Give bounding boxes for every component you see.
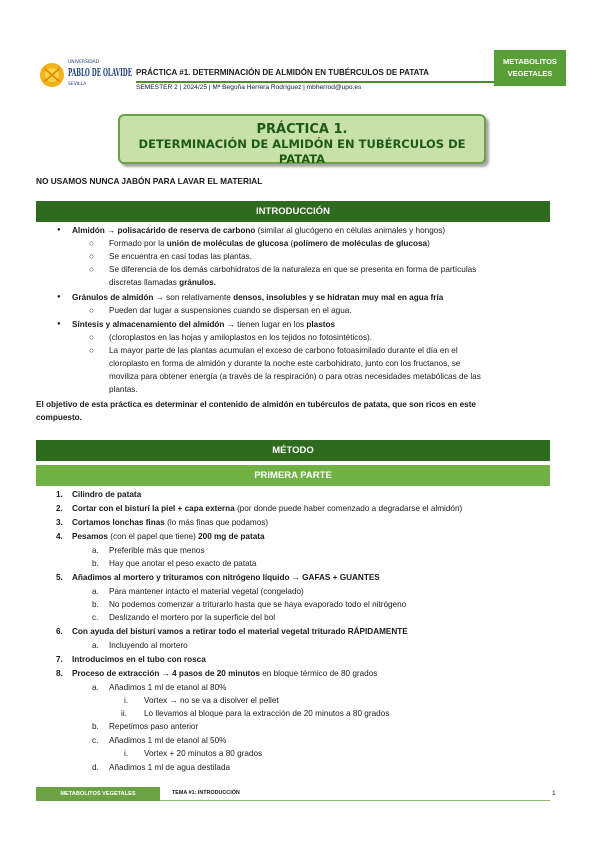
circle-bullet-icon: ○ [89,239,94,248]
step-8b: Repetimos paso anterior [109,722,199,731]
step-7: Introducimos en el tubo con rosca [72,655,206,664]
header-subtitle: SEMESTER 2 | 2024/25 | Mª Begoña Herrera Rodríguez | mbherrod@upo.es [136,84,362,91]
step-5b: No podemos comenzar a triturarlo hasta que se haya evaporado todo el nitrógeno [109,600,407,609]
step-2: Cortar con el bisturí la piel + capa externa (por donde puede haber comenzado a degradarse el almidón) [72,504,463,513]
method-heading: MÉTODO [272,445,314,456]
step-number: 4. [56,532,63,541]
step-number: 2. [56,504,63,513]
step-5c: Deslizando el mortero por la superficie del bol [109,613,276,622]
step-number: 8. [56,669,63,678]
substep-letter: c. [92,613,99,622]
step-number: 6. [56,627,63,636]
substep-letter: b. [92,600,99,609]
substep-letter: c. [92,736,99,745]
circle-bullet-icon: ○ [89,306,94,315]
intro-sub-cloroplastos: (cloroplastos en las hojas y amiloplastos en los tejidos no fotosintéticos). [109,333,373,342]
step-number: 5. [56,573,63,582]
step-8a-ii: Lo llevamos al bloque para la extracción de 20 minutos a 80 grados [144,709,390,718]
intro-heading-bar [36,201,550,222]
intro-sub-diferencia: Se diferencia de los demás carbohidratos de la naturaleza en que se presenta en forma de partículas [109,265,477,274]
page-number: 1 [552,790,556,797]
intro-sub-acumulan-4: plantas. [109,385,138,394]
circle-bullet-icon: ○ [89,265,94,274]
subject-tag [494,50,566,86]
intro-bullet-sintesis: Síntesis y almacenamiento del almidón → tienen lugar en los plastos [72,320,336,329]
intro-heading: INTRODUCCIÓN [256,206,330,217]
substep-letter: a. [92,587,99,596]
intro-bullet-granulos: Gránulos de almidón → son relativamente densos, insolubles y se hidratan muy mal en agua fría [72,293,444,302]
method-heading-bar [36,440,550,461]
subject-tag-line1: METABOLITOS [503,57,557,66]
substep-letter: a. [92,683,99,692]
warning-note: NO USAMOS NUNCA JABÓN PARA LAVAR EL MATERIAL [36,176,263,186]
intro-sub-suspensiones: Pueden dar lugar a suspensiones cuando se dispersan en el agua. [109,306,352,315]
logo-text-top: UNIVERSIDAD [68,60,100,65]
footer-topic: TEMA #1: INTRODUCCIÓN [172,790,240,796]
intro-sub-granulos: discretas llamadas gránulos. [109,278,216,287]
substep-letter: b. [92,722,99,731]
step-5a: Para mantener intacto el material vegetal (congelado) [109,587,304,596]
step-3: Cortamos lonchas finas (lo más finas que podamos) [72,518,269,527]
subject-tag-line2: VEGETALES [507,69,553,78]
intro-sub-glucosa: Formado por la unión de moléculas de glucosa (polímero de moléculas de glucosa) [109,239,430,248]
intro-sub-acumulan-3: moviliza para obtener energía (a través de la respiración) o para otras necesidades metabólicas de las [109,372,481,381]
objective-line1: El objetivo de esta práctica es determinar el contenido de almidón en tubérculos de patata, que son ricos en este [36,400,476,409]
step-8a-i: Vortex → no se va a disolver el pellet [144,696,279,705]
substep-letter: d. [92,763,99,772]
part-heading-bar [36,465,550,486]
header-divider [136,81,494,83]
bullet-icon: ● [57,321,61,327]
step-8c: Añadimos 1 ml de etanol al 50% [109,736,227,745]
step-4a: Preferible más que menos [109,546,205,555]
footer-divider [160,800,550,801]
part-heading: PRIMERA PARTE [254,470,332,481]
step-6a: Incluyendo al mortero [109,641,188,650]
intro-sub-acumulan-2: cloroplasto en forma de almidón y durante la noche este carbohidrato, junto con los fructanos, se [109,359,461,368]
step-4: Pesamos (con el papel que tiene) 200 mg de patata [72,532,265,541]
step-8d: Añadimos 1 ml de agua destilada [109,763,231,772]
bullet-icon: ● [57,294,61,300]
step-number: 3. [56,518,63,527]
substep-letter: b. [92,559,99,568]
step-8c-i: Vortex + 20 minutos a 80 grados [144,749,263,758]
substep-roman: i. [124,749,129,758]
step-1: Cilindro de patata [72,490,142,499]
substep-letter: a. [92,546,99,555]
step-6: Con ayuda del bisturí vamos a retirar todo el material vegetal triturado RÁPIDAMENTE [72,627,408,636]
objective-line2: compuesto. [36,413,82,422]
circle-bullet-icon: ○ [89,346,94,355]
substep-letter: a. [92,641,99,650]
header-title: PRÁCTICA #1. DETERMINACIÓN DE ALMIDÓN EN TUBÉRCULOS DE PATATA [136,68,429,77]
substep-roman: i. [124,696,129,705]
practice-title-line1: PRÁCTICA 1. [256,122,348,137]
step-8a: Añadimos 1 ml de etanol al 80% [109,683,227,692]
intro-sub-plantas: Se encuentra en casi todas las plantas. [109,252,252,261]
circle-bullet-icon: ○ [89,333,94,342]
bullet-icon: ● [57,227,61,233]
step-5: Añadimos al mortero y trituramos con nitrógeno líquido → GAFAS + GUANTES [72,573,380,582]
practice-title-box [118,114,486,164]
footer-subject-bar: METABOLITOS VEGETALES [36,787,160,801]
step-number: 1. [56,490,63,499]
page-header [0,0,600,100]
logo-text-main: PABLO DE OLAVIDE [68,66,132,79]
circle-bullet-icon: ○ [89,252,94,261]
practice-title-line2: DETERMINACIÓN DE ALMIDÓN EN TUBÉRCULOS DE PATATA [138,137,466,166]
intro-bullet-almidon: Almidón → polisacárido de reserva de carbono (similar al glucógeno en células animales y hongos) [72,226,446,235]
intro-sub-acumulan-1: La mayor parte de las plantas acumulan el exceso de carbono fotoasimilado durante el día en el [109,346,458,355]
step-number: 7. [56,655,63,664]
step-8: Proceso de extracción → 4 pasos de 20 minutos en bloque térmico de 80 grados [72,669,378,678]
logo-text-bottom: SEVILLA [68,82,87,87]
substep-roman: ii. [121,709,127,718]
step-4b: Hay que anotar el peso exacto de patata [109,559,257,568]
university-logo [38,54,135,94]
